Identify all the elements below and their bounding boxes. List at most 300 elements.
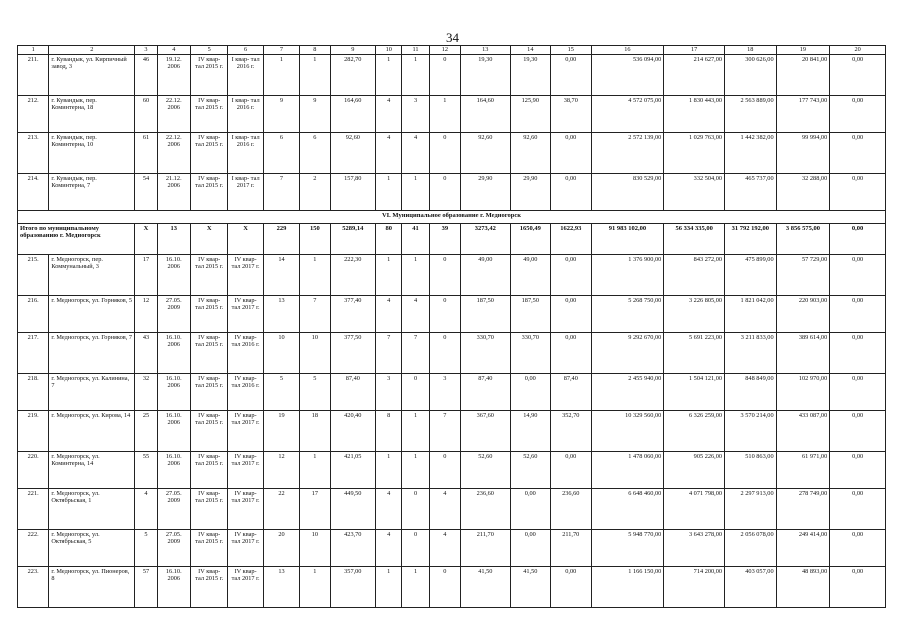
row-number-cell: 221.: [18, 489, 49, 530]
col10-cell: 7: [376, 333, 402, 374]
area-cell: 282,70: [330, 55, 376, 96]
col20-cell: 0,00: [830, 174, 886, 211]
row-number-cell: 213.: [18, 133, 49, 174]
plan-end-cell: IV квар- тал 2017 г.: [228, 452, 263, 489]
table-row: [18, 55, 886, 96]
cost-fund-cell: 714 200,00: [664, 567, 725, 608]
total-value-cell: X: [228, 224, 263, 255]
col15-cell: 0,00: [551, 174, 591, 211]
total-value-cell: 5289,14: [330, 224, 376, 255]
col3-cell: 54: [135, 174, 157, 211]
address-cell: г. Кувандык, пер. Коминтерна, 10: [49, 133, 135, 174]
col11-cell: 3: [402, 96, 429, 133]
address-cell: г. Медногорск, пер. Коммунальный, 3: [49, 255, 135, 296]
col7-cell: 9: [263, 96, 299, 133]
cost-local-cell: 220 903,00: [776, 296, 830, 333]
col3-cell: 32: [135, 374, 157, 411]
col15-cell: 0,00: [551, 567, 591, 608]
col8-cell: 1: [300, 255, 330, 296]
date-cell: 16.10. 2006: [157, 567, 190, 608]
col14-cell: 29,90: [510, 174, 550, 211]
col3-cell: 55: [135, 452, 157, 489]
address-cell: г. Медногорск, ул. Октябрьская, 1: [49, 489, 135, 530]
area-cell: 157,80: [330, 174, 376, 211]
col10-cell: 4: [376, 133, 402, 174]
col13-cell: 211,70: [461, 530, 511, 567]
col13-cell: 92,60: [461, 133, 511, 174]
row-number-cell: 220.: [18, 452, 49, 489]
col15-cell: 87,40: [551, 374, 591, 411]
col3-cell: 46: [135, 55, 157, 96]
col14-cell: 52,60: [510, 452, 550, 489]
total-value-cell: 0,00: [830, 224, 886, 255]
total-value-cell: X: [190, 224, 227, 255]
total-value-cell: 31 792 192,00: [725, 224, 777, 255]
col11-cell: 7: [402, 333, 429, 374]
cost-fund-cell: 332 504,00: [664, 174, 725, 211]
row-number-cell: 222.: [18, 530, 49, 567]
column-number-cell: 16: [591, 46, 664, 55]
col13-cell: 236,60: [461, 489, 511, 530]
plan-end-cell: IV квар- тал 2017 г.: [228, 489, 263, 530]
col8-cell: 7: [300, 296, 330, 333]
col13-cell: 41,50: [461, 567, 511, 608]
col7-cell: 19: [263, 411, 299, 452]
plan-end-cell: IV квар- тал 2017 г.: [228, 411, 263, 452]
cost-total-cell: 2 455 940,00: [591, 374, 664, 411]
col11-cell: 1: [402, 452, 429, 489]
col15-cell: 38,70: [551, 96, 591, 133]
col7-cell: 7: [263, 174, 299, 211]
col10-cell: 1: [376, 255, 402, 296]
cost-total-cell: 2 572 139,00: [591, 133, 664, 174]
cost-fund-cell: 3 226 805,00: [664, 296, 725, 333]
col20-cell: 0,00: [830, 489, 886, 530]
col7-cell: 14: [263, 255, 299, 296]
area-cell: 164,60: [330, 96, 376, 133]
cost-total-cell: 536 094,00: [591, 55, 664, 96]
date-cell: 16.10. 2006: [157, 411, 190, 452]
col8-cell: 18: [300, 411, 330, 452]
plan-end-cell: IV квар- тал 2017 г.: [228, 255, 263, 296]
col12-cell: 0: [429, 55, 460, 96]
col12-cell: 0: [429, 174, 460, 211]
cost-region-cell: 1 821 042,00: [725, 296, 777, 333]
total-value-cell: 1650,49: [510, 224, 550, 255]
row-number-cell: 211.: [18, 55, 49, 96]
col13-cell: 29,90: [461, 174, 511, 211]
col13-cell: 52,60: [461, 452, 511, 489]
total-value-cell: X: [135, 224, 157, 255]
col12-cell: 3: [429, 374, 460, 411]
plan-end-cell: I квар- тал 2016 г.: [228, 96, 263, 133]
row-number-cell: 215.: [18, 255, 49, 296]
cost-fund-cell: 6 326 259,00: [664, 411, 725, 452]
cost-local-cell: 99 994,00: [776, 133, 830, 174]
table-row: [18, 96, 886, 133]
cost-region-cell: 2 297 913,00: [725, 489, 777, 530]
plan-start-cell: IV квар- тал 2015 г.: [190, 333, 227, 374]
cost-total-cell: 5 268 750,00: [591, 296, 664, 333]
cost-total-cell: 1 376 900,00: [591, 255, 664, 296]
col15-cell: 0,00: [551, 296, 591, 333]
address-cell: г. Медногорск, ул. Горняков, 5: [49, 296, 135, 333]
area-cell: 377,50: [330, 333, 376, 374]
section-title: VI. Муниципальное образование г. Медногорск: [18, 211, 886, 224]
date-cell: 19.12. 2006: [157, 55, 190, 96]
col20-cell: 0,00: [830, 411, 886, 452]
col11-cell: 1: [402, 174, 429, 211]
column-number-cell: 9: [330, 46, 376, 55]
date-cell: 16.10. 2006: [157, 452, 190, 489]
col10-cell: 3: [376, 374, 402, 411]
col20-cell: 0,00: [830, 452, 886, 489]
cost-fund-cell: 4 071 798,00: [664, 489, 725, 530]
col8-cell: 1: [300, 55, 330, 96]
cost-region-cell: 300 626,00: [725, 55, 777, 96]
date-cell: 22.12. 2006: [157, 96, 190, 133]
column-number-cell: 4: [157, 46, 190, 55]
col14-cell: 41,50: [510, 567, 550, 608]
col3-cell: 57: [135, 567, 157, 608]
table-row: [18, 452, 886, 489]
cost-region-cell: 3 211 833,00: [725, 333, 777, 374]
row-number-cell: 223.: [18, 567, 49, 608]
col14-cell: 330,70: [510, 333, 550, 374]
cost-fund-cell: 1 029 763,00: [664, 133, 725, 174]
area-cell: 377,40: [330, 296, 376, 333]
cost-local-cell: 32 288,00: [776, 174, 830, 211]
col7-cell: 20: [263, 530, 299, 567]
col13-cell: 19,30: [461, 55, 511, 96]
total-value-cell: 39: [429, 224, 460, 255]
col12-cell: 7: [429, 411, 460, 452]
col3-cell: 12: [135, 296, 157, 333]
column-number-cell: 2: [49, 46, 135, 55]
col13-cell: 164,60: [461, 96, 511, 133]
col11-cell: 0: [402, 374, 429, 411]
cost-local-cell: 249 414,00: [776, 530, 830, 567]
table-row: [18, 133, 886, 174]
plan-start-cell: IV квар- тал 2015 г.: [190, 530, 227, 567]
col12-cell: 4: [429, 530, 460, 567]
col15-cell: 0,00: [551, 255, 591, 296]
col12-cell: 0: [429, 333, 460, 374]
total-value-cell: 3 856 575,00: [776, 224, 830, 255]
col10-cell: 1: [376, 55, 402, 96]
date-cell: 21.12. 2006: [157, 174, 190, 211]
cost-total-cell: 6 648 460,00: [591, 489, 664, 530]
plan-start-cell: IV квар- тал 2015 г.: [190, 96, 227, 133]
col15-cell: 211,70: [551, 530, 591, 567]
plan-start-cell: IV квар- тал 2015 г.: [190, 567, 227, 608]
cost-local-cell: 389 614,00: [776, 333, 830, 374]
column-number-row: [18, 46, 886, 55]
col8-cell: 9: [300, 96, 330, 133]
area-cell: 357,00: [330, 567, 376, 608]
date-cell: 16.10. 2006: [157, 374, 190, 411]
area-cell: 87,40: [330, 374, 376, 411]
cost-fund-cell: 1 504 121,00: [664, 374, 725, 411]
col10-cell: 1: [376, 174, 402, 211]
col3-cell: 25: [135, 411, 157, 452]
address-cell: г. Кувандык, пер. Коминтерна, 7: [49, 174, 135, 211]
col10-cell: 1: [376, 567, 402, 608]
column-number-cell: 20: [830, 46, 886, 55]
date-cell: 16.10. 2006: [157, 333, 190, 374]
col14-cell: 14,90: [510, 411, 550, 452]
plan-start-cell: IV квар- тал 2015 г.: [190, 452, 227, 489]
table-row: [18, 255, 886, 296]
address-cell: г. Кувандык, ул. Кирпичный завод, 3: [49, 55, 135, 96]
plan-start-cell: IV квар- тал 2015 г.: [190, 374, 227, 411]
address-cell: г. Медногорск, ул. Калинина, 7: [49, 374, 135, 411]
total-value-cell: 1622,93: [551, 224, 591, 255]
total-value-cell: 41: [402, 224, 429, 255]
plan-end-cell: I квар- тал 2016 г.: [228, 55, 263, 96]
row-number-cell: 214.: [18, 174, 49, 211]
col15-cell: 352,70: [551, 411, 591, 452]
col20-cell: 0,00: [830, 255, 886, 296]
cost-total-cell: 10 329 560,00: [591, 411, 664, 452]
housing-registry-table: [17, 45, 886, 608]
col8-cell: 5: [300, 374, 330, 411]
plan-start-cell: IV квар- тал 2015 г.: [190, 489, 227, 530]
cost-local-cell: 433 087,00: [776, 411, 830, 452]
plan-end-cell: IV квар- тал 2016 г.: [228, 333, 263, 374]
cost-local-cell: 177 743,00: [776, 96, 830, 133]
area-cell: 449,50: [330, 489, 376, 530]
cost-total-cell: 4 572 075,00: [591, 96, 664, 133]
col8-cell: 17: [300, 489, 330, 530]
cost-fund-cell: 843 272,00: [664, 255, 725, 296]
area-cell: 421,05: [330, 452, 376, 489]
cost-total-cell: 5 948 770,00: [591, 530, 664, 567]
cost-total-cell: 830 529,00: [591, 174, 664, 211]
date-cell: 22.12. 2006: [157, 133, 190, 174]
col8-cell: 10: [300, 333, 330, 374]
cost-total-cell: 9 292 670,00: [591, 333, 664, 374]
column-number-cell: 11: [402, 46, 429, 55]
cost-fund-cell: 905 226,00: [664, 452, 725, 489]
plan-start-cell: IV квар- тал 2015 г.: [190, 411, 227, 452]
plan-start-cell: IV квар- тал 2015 г.: [190, 296, 227, 333]
address-cell: г. Кувандык, пер. Коминтерна, 18: [49, 96, 135, 133]
row-number-cell: 218.: [18, 374, 49, 411]
col14-cell: 0,00: [510, 530, 550, 567]
total-value-cell: 13: [157, 224, 190, 255]
col14-cell: 49,00: [510, 255, 550, 296]
col12-cell: 1: [429, 96, 460, 133]
col12-cell: 0: [429, 255, 460, 296]
section-header-row: [18, 211, 886, 224]
col13-cell: 330,70: [461, 333, 511, 374]
row-number-cell: 217.: [18, 333, 49, 374]
address-cell: г. Медногорск, ул. Октябрьская, 5: [49, 530, 135, 567]
col7-cell: 10: [263, 333, 299, 374]
address-cell: г. Медногорск, ул. Кирова, 14: [49, 411, 135, 452]
col7-cell: 13: [263, 567, 299, 608]
area-cell: 222,30: [330, 255, 376, 296]
cost-region-cell: 403 057,00: [725, 567, 777, 608]
col7-cell: 6: [263, 133, 299, 174]
col15-cell: 0,00: [551, 55, 591, 96]
cost-local-cell: 57 729,00: [776, 255, 830, 296]
row-number-cell: 212.: [18, 96, 49, 133]
cost-fund-cell: 5 691 223,00: [664, 333, 725, 374]
col10-cell: 1: [376, 452, 402, 489]
table-row: [18, 174, 886, 211]
col12-cell: 0: [429, 452, 460, 489]
col11-cell: 1: [402, 255, 429, 296]
total-value-cell: 80: [376, 224, 402, 255]
plan-end-cell: I квар- тал 2016 г.: [228, 133, 263, 174]
col15-cell: 236,60: [551, 489, 591, 530]
col13-cell: 87,40: [461, 374, 511, 411]
plan-end-cell: IV квар- тал 2016 г.: [228, 374, 263, 411]
plan-end-cell: I квар- тал 2017 г.: [228, 174, 263, 211]
cost-total-cell: 1 166 150,00: [591, 567, 664, 608]
column-number-cell: 6: [228, 46, 263, 55]
column-number-cell: 19: [776, 46, 830, 55]
col7-cell: 5: [263, 374, 299, 411]
col8-cell: 6: [300, 133, 330, 174]
cost-local-cell: 278 749,00: [776, 489, 830, 530]
col3-cell: 61: [135, 133, 157, 174]
cost-fund-cell: 3 643 278,00: [664, 530, 725, 567]
table-row: [18, 333, 886, 374]
column-number-cell: 18: [725, 46, 777, 55]
col13-cell: 187,50: [461, 296, 511, 333]
col10-cell: 4: [376, 489, 402, 530]
area-cell: 92,60: [330, 133, 376, 174]
col10-cell: 4: [376, 96, 402, 133]
column-number-cell: 10: [376, 46, 402, 55]
column-number-cell: 1: [18, 46, 49, 55]
column-number-cell: 13: [461, 46, 511, 55]
row-number-cell: 216.: [18, 296, 49, 333]
col3-cell: 43: [135, 333, 157, 374]
col11-cell: 1: [402, 567, 429, 608]
cost-total-cell: 1 478 060,00: [591, 452, 664, 489]
area-cell: 420,40: [330, 411, 376, 452]
col11-cell: 1: [402, 55, 429, 96]
column-number-cell: 17: [664, 46, 725, 55]
col20-cell: 0,00: [830, 374, 886, 411]
date-cell: 27.05. 2009: [157, 296, 190, 333]
column-number-cell: 14: [510, 46, 550, 55]
total-label: Итого по муниципальному образованию г. Медногорск: [18, 224, 135, 255]
table-row: [18, 374, 886, 411]
col8-cell: 10: [300, 530, 330, 567]
cost-region-cell: 510 863,00: [725, 452, 777, 489]
col7-cell: 12: [263, 452, 299, 489]
col10-cell: 4: [376, 530, 402, 567]
cost-local-cell: 48 893,00: [776, 567, 830, 608]
col14-cell: 0,00: [510, 489, 550, 530]
cost-region-cell: 1 442 382,00: [725, 133, 777, 174]
date-cell: 27.05. 2009: [157, 489, 190, 530]
cost-fund-cell: 1 830 443,00: [664, 96, 725, 133]
total-value-cell: 56 334 335,00: [664, 224, 725, 255]
address-cell: г. Медногорск, ул. Коминтерна, 14: [49, 452, 135, 489]
col8-cell: 1: [300, 452, 330, 489]
col13-cell: 49,00: [461, 255, 511, 296]
cost-region-cell: 2 563 889,00: [725, 96, 777, 133]
column-number-cell: 15: [551, 46, 591, 55]
col11-cell: 0: [402, 489, 429, 530]
col20-cell: 0,00: [830, 133, 886, 174]
column-number-cell: 5: [190, 46, 227, 55]
col3-cell: 5: [135, 530, 157, 567]
col3-cell: 4: [135, 489, 157, 530]
table-row: [18, 530, 886, 567]
col8-cell: 1: [300, 567, 330, 608]
col14-cell: 92,60: [510, 133, 550, 174]
date-cell: 16.10. 2006: [157, 255, 190, 296]
plan-start-cell: IV квар- тал 2015 г.: [190, 174, 227, 211]
total-row: [18, 224, 886, 255]
col11-cell: 4: [402, 133, 429, 174]
col7-cell: 22: [263, 489, 299, 530]
col20-cell: 0,00: [830, 55, 886, 96]
col12-cell: 0: [429, 133, 460, 174]
col8-cell: 2: [300, 174, 330, 211]
cost-region-cell: 3 570 214,00: [725, 411, 777, 452]
col3-cell: 60: [135, 96, 157, 133]
table-row: [18, 411, 886, 452]
col7-cell: 13: [263, 296, 299, 333]
col20-cell: 0,00: [830, 96, 886, 133]
col3-cell: 17: [135, 255, 157, 296]
total-value-cell: 91 983 102,00: [591, 224, 664, 255]
col20-cell: 0,00: [830, 296, 886, 333]
col15-cell: 0,00: [551, 333, 591, 374]
col10-cell: 8: [376, 411, 402, 452]
address-cell: г. Медногорск, ул. Пионеров, 8: [49, 567, 135, 608]
page-number: 34: [446, 30, 459, 45]
column-number-cell: 12: [429, 46, 460, 55]
plan-end-cell: IV квар- тал 2017 г.: [228, 530, 263, 567]
cost-local-cell: 61 971,00: [776, 452, 830, 489]
plan-start-cell: IV квар- тал 2015 г.: [190, 255, 227, 296]
cost-fund-cell: 214 627,00: [664, 55, 725, 96]
col14-cell: 187,50: [510, 296, 550, 333]
plan-end-cell: IV квар- тал 2017 г.: [228, 567, 263, 608]
col11-cell: 4: [402, 296, 429, 333]
cost-local-cell: 20 841,00: [776, 55, 830, 96]
col20-cell: 0,00: [830, 333, 886, 374]
column-number-cell: 3: [135, 46, 157, 55]
col15-cell: 0,00: [551, 452, 591, 489]
col15-cell: 0,00: [551, 133, 591, 174]
table-row: [18, 489, 886, 530]
plan-start-cell: IV квар- тал 2015 г.: [190, 55, 227, 96]
column-number-cell: 8: [300, 46, 330, 55]
col13-cell: 367,60: [461, 411, 511, 452]
col14-cell: 0,00: [510, 374, 550, 411]
plan-start-cell: IV квар- тал 2015 г.: [190, 133, 227, 174]
table-row: [18, 296, 886, 333]
col14-cell: 19,30: [510, 55, 550, 96]
col14-cell: 125,90: [510, 96, 550, 133]
table-row: [18, 567, 886, 608]
total-value-cell: 3273,42: [461, 224, 511, 255]
address-cell: г. Медногорск, ул. Горняков, 7: [49, 333, 135, 374]
cost-local-cell: 102 970,00: [776, 374, 830, 411]
plan-end-cell: IV квар- тал 2017 г.: [228, 296, 263, 333]
cost-region-cell: 465 737,00: [725, 174, 777, 211]
